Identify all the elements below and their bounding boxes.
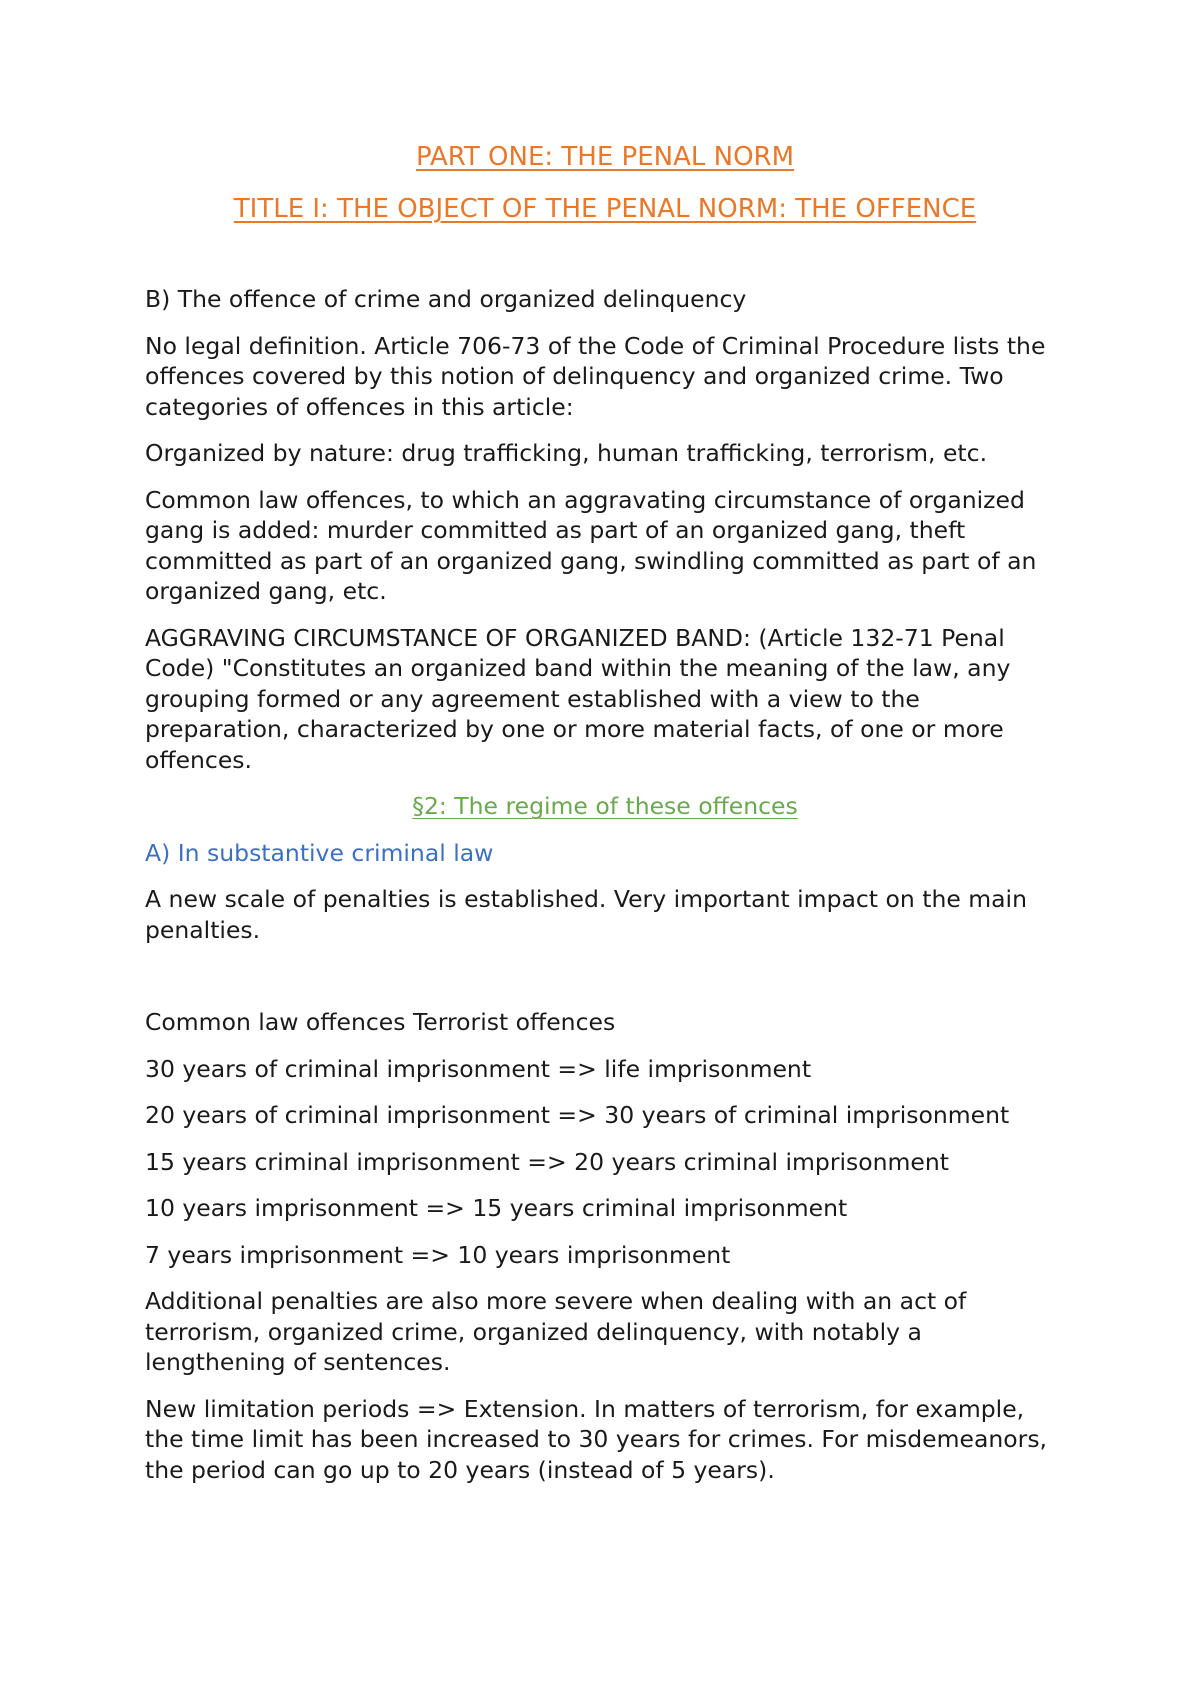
- paragraph-limitation-periods: New limitation periods => Extension. In matters of terrorism, for example, the time limit has been increased to 30 years for crimes. For misdemeanors, the period can go up to 20 years (instead of 5 years).: [145, 1394, 1048, 1484]
- section-heading: §2: The regime of these offences: [412, 792, 798, 820]
- paragraph-aggravating-circumstance: AGGRAVING CIRCUMSTANCE OF ORGANIZED BAND: (Article 132-71 Penal Code) "Constitutes an organized band within the meaning of the law, any grouping formed or any agreement established with a view to the preparation, characterized by one or more material facts, of one or more offences.: [145, 623, 1011, 774]
- part-title: PART ONE: THE PENAL NORM: [415, 142, 795, 172]
- paragraph-common-law-offences: Common law offences, to which an aggravating circumstance of organized gang is added: murder committed as part of an organized gang, theft committed as part of an organized gang, swindling committed as part of an organized gang, etc.: [145, 485, 1037, 605]
- document-page: [145, 140, 1065, 1501]
- paragraph-organized-by-nature: Organized by nature: drug trafficking, human trafficking, terrorism, etc.: [145, 439, 988, 467]
- penalty-row: 7 years imprisonment => 10 years imprisonment: [145, 1240, 731, 1269]
- document-title: TITLE I: THE OBJECT OF THE PENAL NORM: THE OFFENCE: [233, 194, 977, 224]
- penalty-row: 15 years criminal imprisonment => 20 years criminal imprisonment: [145, 1147, 950, 1176]
- paragraph-definition: No legal definition. Article 706-73 of the Code of Criminal Procedure lists the offences covered by this notion of delinquency and organized crime. Two categories of offences in this article:: [145, 331, 1046, 421]
- paragraph-new-scale: A new scale of penalties is established. Very important impact on the main penalties.: [145, 885, 1027, 944]
- penalty-row: 20 years of criminal imprisonment => 30 years of criminal imprisonment: [145, 1101, 1010, 1129]
- blank-line: [145, 961, 1065, 1007]
- penalty-table-header: Common law offences Terrorist offences: [145, 1008, 616, 1036]
- subsection-heading: A) In substantive criminal law: [145, 838, 494, 867]
- paragraph-additional-penalties: Additional penalties are also more severe when dealing with an act of terrorism, organized crime, organized delinquency, with notably a lengthening of sentences.: [145, 1287, 967, 1376]
- penalty-row: 10 years imprisonment => 15 years criminal imprisonment: [145, 1194, 848, 1222]
- penalty-row: 30 years of criminal imprisonment => life imprisonment: [145, 1054, 812, 1083]
- subheading-offence: B) The offence of crime and organized delinquency: [145, 285, 747, 313]
